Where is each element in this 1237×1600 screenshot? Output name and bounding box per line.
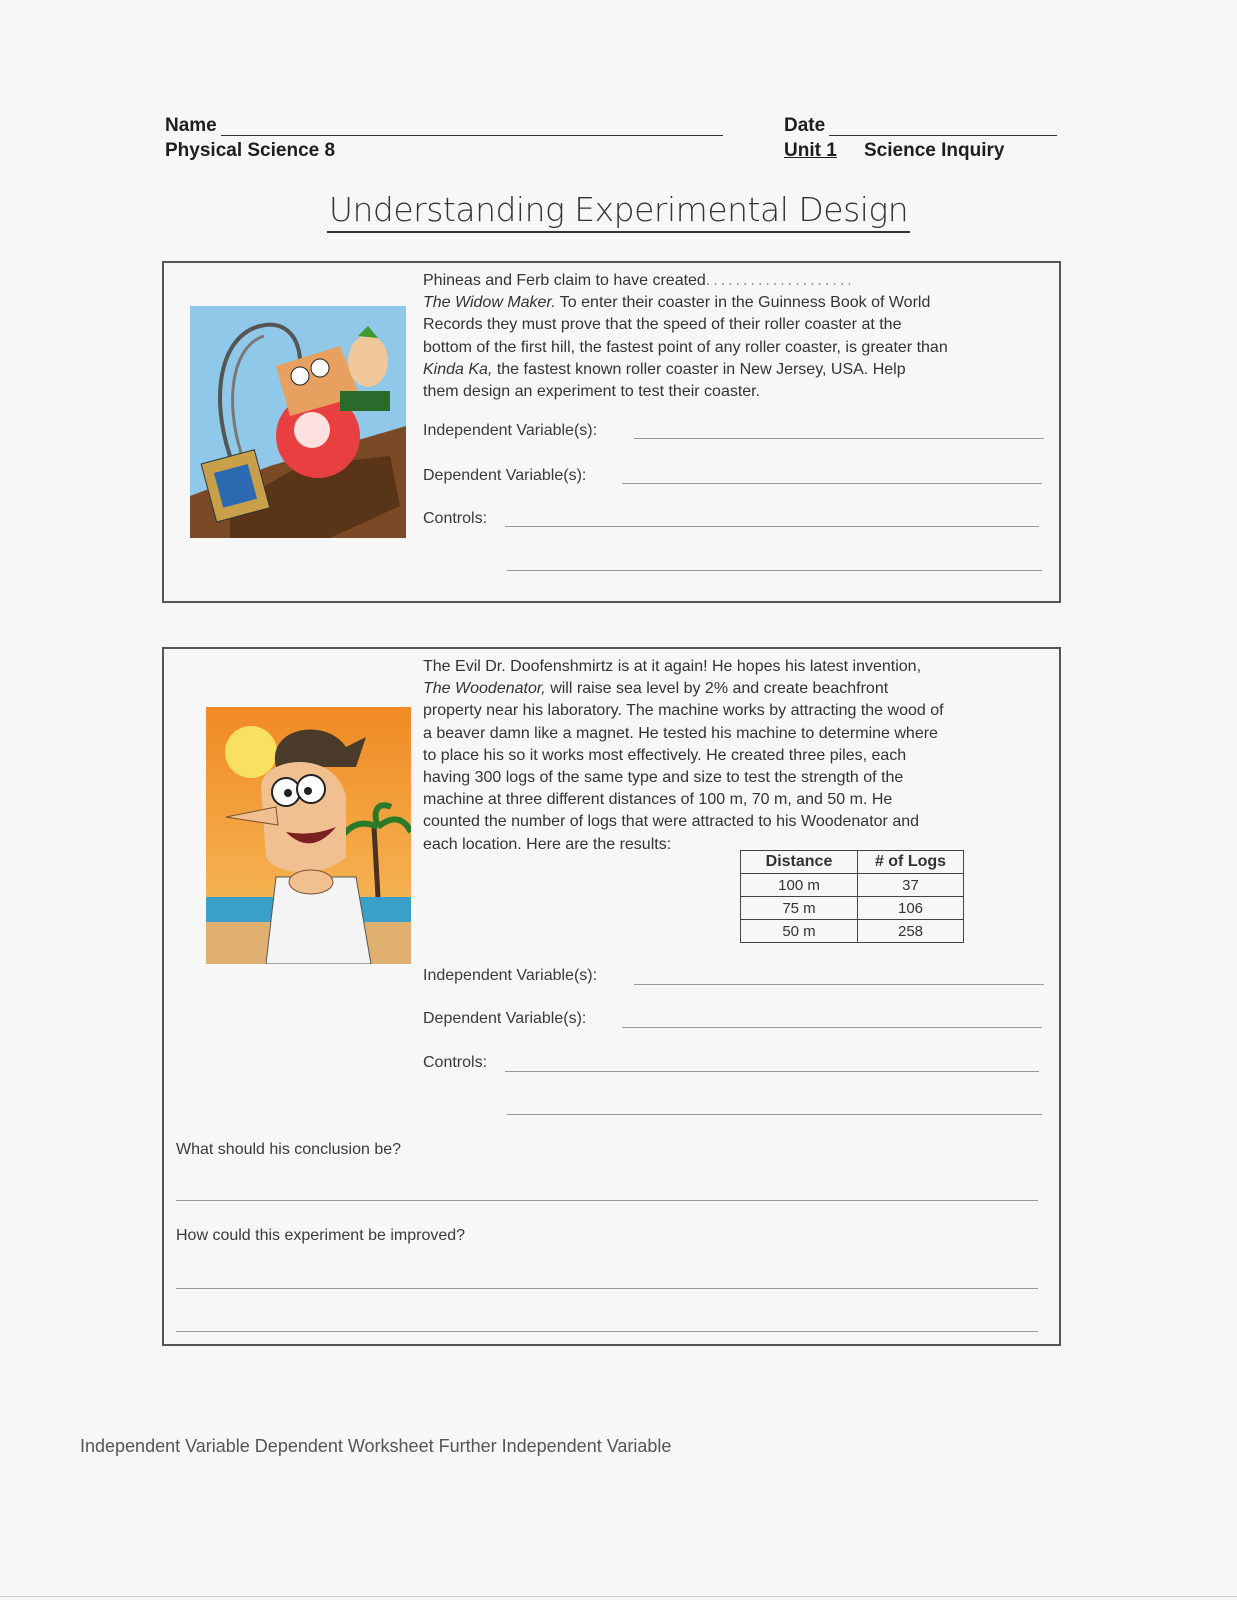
page-bottom-rule [0,1596,1237,1597]
table-header-distance: Distance [741,851,858,874]
controls-answer-line[interactable] [505,526,1039,527]
dependent-variable-label: Dependent Variable(s): [423,467,587,484]
dependent-variable-label-2: Dependent Variable(s): [423,1010,587,1027]
name-field-line[interactable] [221,118,723,136]
table-cell: 106 [858,897,964,920]
topic-label: Science Inquiry [864,140,1005,161]
table-row [741,897,964,920]
date-field-line[interactable] [829,118,1057,136]
controls-answer-line-4[interactable] [507,1114,1042,1115]
improvement-answer-line-2[interactable] [176,1331,1038,1332]
dependent-variable-answer-line[interactable] [622,483,1042,484]
controls-answer-line-2[interactable] [507,570,1042,571]
table-header-row [741,851,964,874]
name-label: Name [165,115,217,136]
doofenshmirtz-illustration [206,707,411,964]
page-title: Understanding Experimental Design [0,190,1237,229]
problem1-paragraph: Phineas and Ferb claim to have created.................... The Widow Maker. To enter their coaster in the Guinness Book of World Records they must prove that the speed of their roller coaster at the bottom of the first hill, the fastest point of any roller coaster, is greater than Kinda Ka, the fastest known roller coaster in New Jersey, USA. Help them design an experiment to test their coaster. [423,272,948,401]
problem2-paragraph: The Evil Dr. Doofenshmirtz is at it again! He hopes his latest invention, The Woodenator, will raise sea level by 2% and create beachfront property near his laboratory. The machine works by attracting the wood of a beaver damn like a magnet. He tested his machine to determine where to place his so it works most effectively. He created three piles, each having 300 logs of the same type and size to test the strength of the machine at three different distances of 100 m, 70 m, and 50 m. He counted the number of logs that were attracted to his Woodenator and each location. Here are the results: [423,658,944,853]
roller-coaster-illustration [190,306,406,538]
table-row [741,874,964,897]
table-cell: 37 [858,874,964,897]
controls-answer-line-3[interactable] [505,1071,1039,1072]
improvement-question: How could this experiment be improved? [176,1227,466,1244]
conclusion-answer-line[interactable] [176,1200,1038,1201]
image-caption: Independent Variable Dependent Worksheet Further Independent Variable [80,1436,672,1456]
dependent-variable-answer-line-2[interactable] [622,1027,1042,1028]
independent-variable-label: Independent Variable(s): [423,422,598,439]
table-cell: 50 m [741,920,858,943]
conclusion-question: What should his conclusion be? [176,1141,402,1158]
controls-label-2: Controls: [423,1054,488,1071]
table-cell: 100 m [741,874,858,897]
table-cell: 258 [858,920,964,943]
table-row [741,920,964,943]
course-label: Physical Science 8 [165,140,336,161]
date-label: Date [784,115,826,136]
results-table [740,850,964,943]
table-header-logs: # of Logs [858,851,964,874]
independent-variable-label-2: Independent Variable(s): [423,967,598,984]
table-cell: 75 m [741,897,858,920]
unit-label: Unit 1 [784,140,837,161]
independent-variable-answer-line[interactable] [634,438,1044,439]
controls-label: Controls: [423,510,488,527]
improvement-answer-line[interactable] [176,1288,1038,1289]
independent-variable-answer-line-2[interactable] [634,984,1044,985]
